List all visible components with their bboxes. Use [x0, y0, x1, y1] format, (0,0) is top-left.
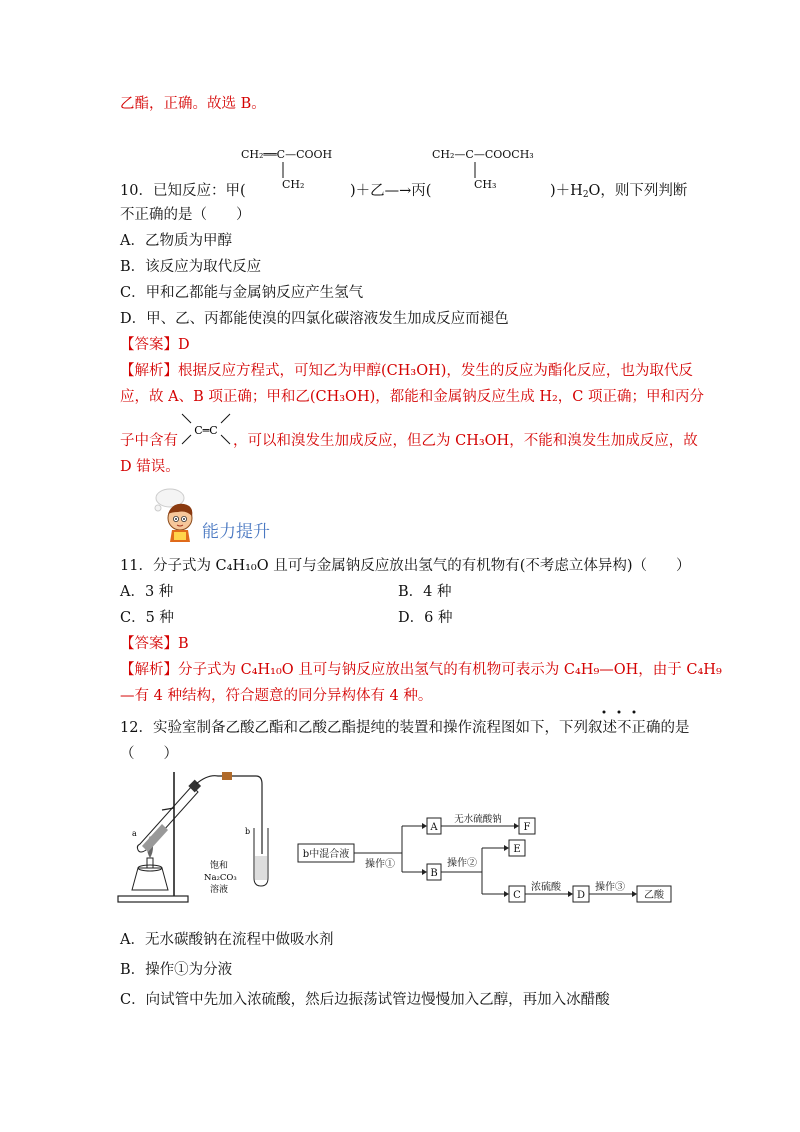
q10-option-a: A．乙物质为甲醇 [120, 233, 232, 249]
flow-box-f: F [523, 822, 531, 833]
flow-reagent1: 无水硫酸钠 [454, 814, 502, 825]
q10-stem-mid: )＋乙—→丙( [350, 183, 432, 199]
q11-option-a: A．3 种 [120, 584, 174, 600]
q10-analysis-line2: 应，故 A、B 项正确；甲和乙(CH₃OH)，都能和金属钠反应生成 H₂，C 项正确；甲和丙分 [120, 389, 705, 405]
cc-double-bond-structure [178, 410, 234, 450]
q10-stem-line2: 不正确的是（ ） [120, 207, 251, 223]
flow-box-c: C [513, 890, 521, 901]
q10-option-b: B．该反应为取代反应 [120, 259, 262, 275]
label-sat3: 溶液 [210, 885, 229, 895]
label-b: b [245, 827, 251, 836]
q12-option-c: C．向试管中先加入浓硫酸，然后边振荡试管边慢慢加入乙醇，再加入冰醋酸 [120, 992, 610, 1008]
apparatus-diagram [118, 770, 288, 910]
emphasis-dots [600, 708, 644, 716]
section-title: 能力提升 [202, 522, 270, 542]
flow-start: b中混合液 [302, 849, 350, 860]
q11-stem: 11．分子式为 C₄H₁₀O 且可与金属钠反应放出氢气的有机物有(不考虑立体异构)（ ） [120, 558, 691, 574]
struct-jia-top: CH₂══C—COOH [241, 148, 333, 161]
q11-option-c: C．5 种 [120, 610, 174, 626]
flow-op3: 操作③ [595, 882, 625, 893]
q12-option-b: B．操作①为分液 [120, 962, 233, 978]
flow-reagent2: 浓硫酸 [531, 882, 561, 893]
q11-analysis-line1: 【解析】分子式为 C₄H₁₀O 且可与钠反应放出氢气的有机物可表示为 C₄H₉—OH，由于 C₄H₉ [120, 662, 722, 678]
q10-option-d: D．甲、乙、丙都能使溴的四氯化碳溶液发生加成反应而褪色 [120, 311, 509, 327]
flow-end: 乙酸 [644, 890, 664, 901]
flow-box-d: D [576, 890, 586, 901]
label-sat1: 饱和 [210, 861, 229, 871]
cc-label: C═C [194, 424, 218, 437]
struct-bing-bottom: CH₃ [474, 178, 497, 191]
q10-option-c: C．甲和乙都能与金属钠反应产生氢气 [120, 285, 364, 301]
flow-chart [296, 806, 676, 916]
q12-paren: （ ） [120, 746, 178, 762]
q11-option-d: D．6 种 [398, 610, 453, 626]
struct-bing-top: CH₂—C—COOCH₃ [432, 148, 534, 161]
q10-stem-right: )$+H_2O$，则下列判断 [550, 183, 688, 200]
q10-stem-left: 10．已知反应：甲( [120, 183, 246, 199]
q11-answer: 【答案】B [120, 636, 189, 652]
q10-analysis-line1: 【解析】根据反应方程式，可知乙为甲醇(CH₃OH)，发生的反应为酯化反应，也为取代反 [120, 363, 693, 379]
q9-answer-tail: 乙酯，正确。故选 B。 [120, 96, 266, 112]
emphasis-text: 不正确 [616, 720, 661, 736]
flow-box-b: B [430, 868, 438, 879]
q12-option-a: A．无水碳酸钠在流程中做吸水剂 [120, 932, 334, 948]
q10-answer: 【答案】D [120, 337, 190, 353]
label-sat2: Na₂CO₃ [204, 873, 237, 883]
q10-analysis-line3a: 子中含有 [120, 433, 178, 449]
cartoon-boy-icon [150, 488, 202, 544]
label-a: a [132, 829, 137, 838]
flow-op2: 操作② [447, 858, 477, 869]
flow-box-a: A [430, 822, 438, 833]
q12-stem: 12．实验室制备乙酸乙酯和乙酸乙酯提纯的装置和操作流程图如下，下列叙述不正确的是 [120, 720, 690, 736]
q11-analysis-line2: —有 4 种结构，符合题意的同分异构体有 4 种。 [120, 688, 433, 704]
flow-box-e: E [513, 844, 521, 855]
struct-jia-bottom: CH₂ [282, 178, 305, 191]
flow-op1: 操作① [365, 859, 395, 870]
q10-analysis-line4: D 错误。 [120, 459, 180, 475]
q10-analysis-line3b: ，可以和溴发生加成反应，但乙为 CH₃OH，不能和溴发生加成反应，故 [233, 433, 698, 449]
q11-option-b: B．4 种 [398, 584, 452, 600]
